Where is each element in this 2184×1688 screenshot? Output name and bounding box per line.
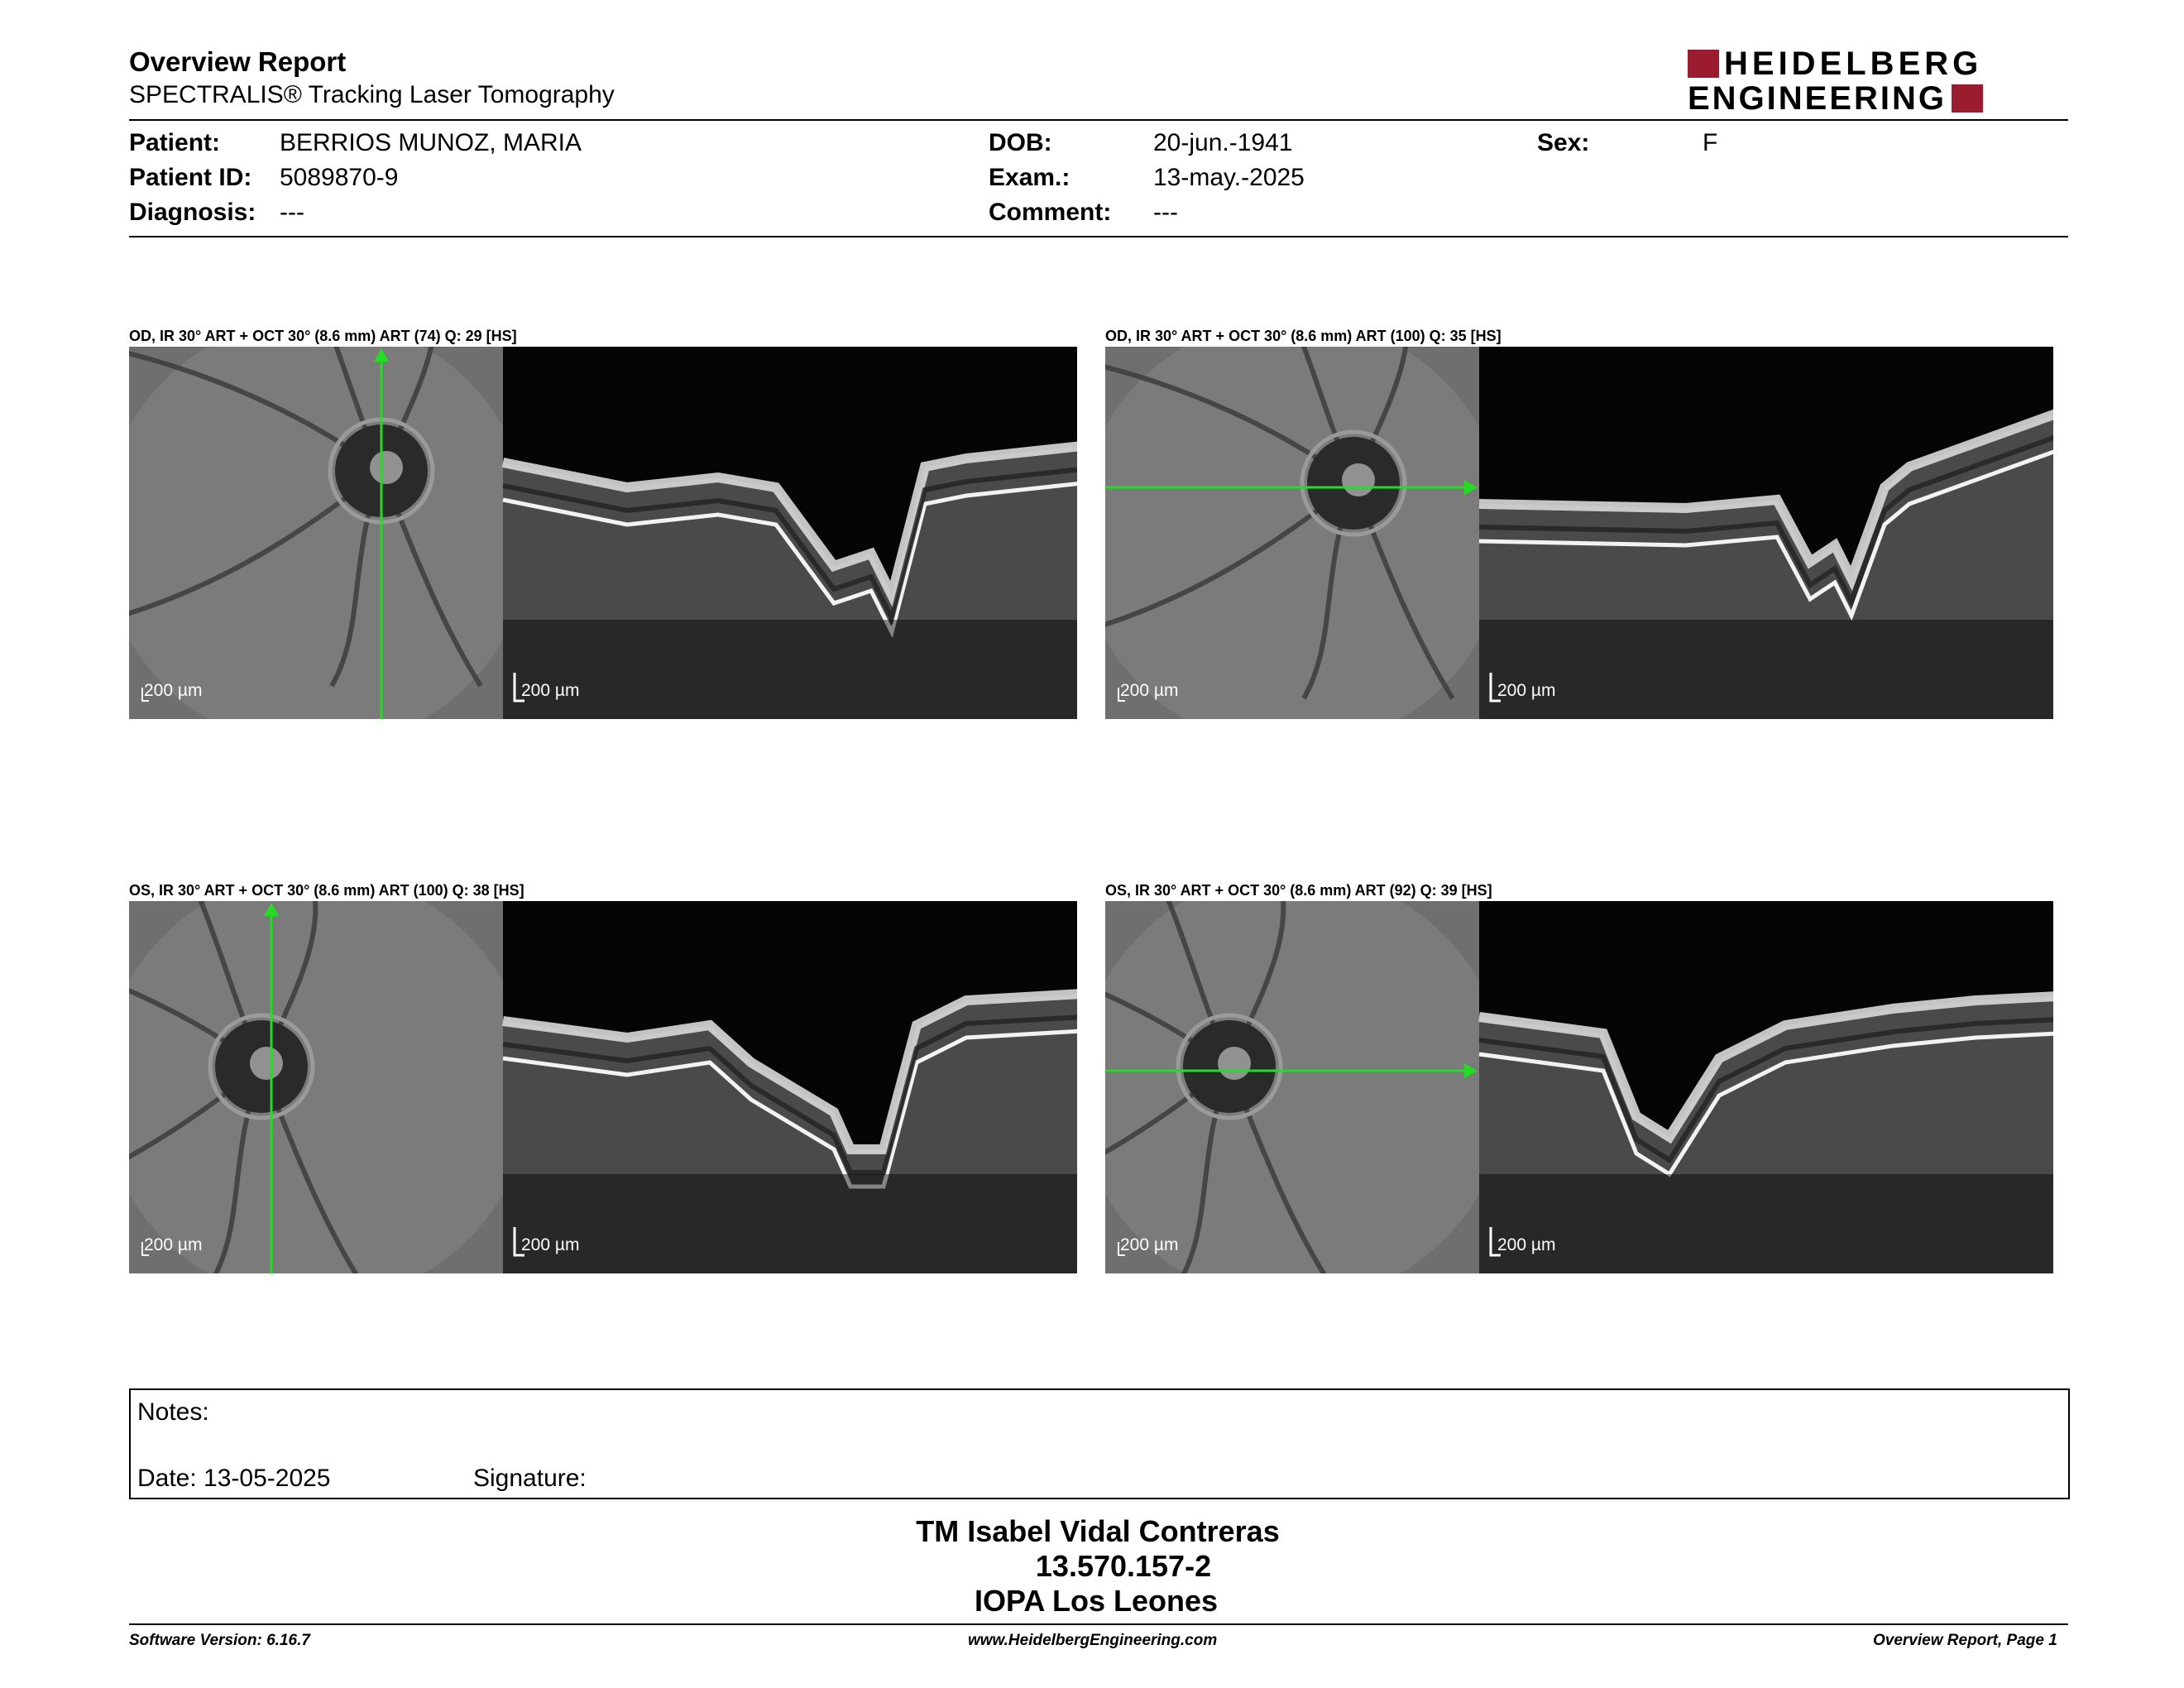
oct-scale-bar-3: 200 µm bbox=[521, 1235, 580, 1254]
fundus-glow bbox=[1105, 901, 1507, 1273]
notes-box bbox=[129, 1388, 2070, 1499]
fundus-glow bbox=[129, 347, 531, 719]
oct-choroid-shadow bbox=[503, 620, 1077, 719]
logo-square-icon bbox=[1688, 50, 1719, 78]
dob-label: DOB: bbox=[989, 129, 1052, 156]
notes-date: Date: 13-05-2025 bbox=[137, 1465, 331, 1492]
stamp-rut: 13.570.157-2 bbox=[1035, 1549, 1212, 1583]
stamp-institution: IOPA Los Leones bbox=[974, 1584, 1219, 1618]
page-number: Overview Report, Page 1 bbox=[1873, 1632, 2057, 1649]
exam-value: 13-may.-2025 bbox=[1153, 164, 1305, 191]
header-divider bbox=[129, 119, 2068, 121]
scan-image-1 bbox=[129, 347, 1077, 719]
patient-divider bbox=[129, 236, 2068, 237]
oct-scale-bar-1: 200 µm bbox=[521, 681, 580, 700]
report-title: Overview Report bbox=[129, 46, 347, 77]
comment-label: Comment: bbox=[989, 199, 1112, 226]
report-subtitle: SPECTRALIS® Tracking Laser Tomography bbox=[129, 81, 615, 108]
diagnosis-value: --- bbox=[280, 199, 304, 226]
scan-artwork bbox=[1105, 347, 2053, 719]
website-link[interactable]: www.HeidelbergEngineering.com bbox=[968, 1632, 1218, 1649]
ir-scale-bar-4: 200 µm bbox=[1120, 1235, 1179, 1254]
oct-choroid-shadow bbox=[1479, 1174, 2053, 1273]
heidelberg-logo bbox=[1688, 46, 2070, 116]
scan-panel-1 bbox=[129, 347, 1077, 719]
scan-caption-2: OD, IR 30° ART + OCT 30° (8.6 mm) ART (100) Q: 35 [HS] bbox=[1105, 328, 1502, 344]
oct-scale-bar-4: 200 µm bbox=[1497, 1235, 1556, 1254]
ir-scale-bar-1: 200 µm bbox=[144, 681, 203, 700]
scan-image-2 bbox=[1105, 347, 2053, 719]
oct-choroid-shadow bbox=[503, 1174, 1077, 1273]
scan-panel-4 bbox=[1105, 901, 2053, 1273]
ir-scale-bar-2: 200 µm bbox=[1120, 681, 1179, 700]
oct-choroid-shadow bbox=[1479, 620, 2053, 719]
patient-label: Patient: bbox=[129, 129, 221, 156]
fundus-glow bbox=[129, 901, 531, 1273]
dob-value: 20-jun.-1941 bbox=[1153, 129, 1293, 156]
logo-square-icon bbox=[1952, 84, 1983, 113]
scan-artwork bbox=[1105, 901, 2053, 1273]
disc-cup bbox=[250, 1047, 283, 1080]
scan-image-4 bbox=[1105, 901, 2053, 1273]
scan-artwork bbox=[129, 901, 1077, 1273]
disc-cup bbox=[1342, 463, 1375, 496]
disc-cup bbox=[1218, 1047, 1251, 1080]
diagnosis-label: Diagnosis: bbox=[129, 199, 256, 226]
notes-label: Notes: bbox=[137, 1398, 209, 1426]
exam-label: Exam.: bbox=[989, 164, 1070, 191]
ir-scale-bar-3: 200 µm bbox=[144, 1235, 203, 1254]
fundus-glow bbox=[1105, 347, 1507, 719]
sex-value: F bbox=[1703, 129, 1718, 156]
patient-id-label: Patient ID: bbox=[129, 164, 252, 191]
patient-id: 5089870-9 bbox=[280, 164, 399, 191]
comment-value: --- bbox=[1153, 199, 1178, 226]
scan-caption-4: OS, IR 30° ART + OCT 30° (8.6 mm) ART (92) Q: 39 [HS] bbox=[1105, 882, 1492, 899]
stamp-name: TM Isabel Vidal Contreras bbox=[916, 1514, 1280, 1548]
scan-panel-3 bbox=[129, 901, 1077, 1273]
patient-name: BERRIOS MUNOZ, MARIA bbox=[280, 129, 582, 156]
disc-cup bbox=[370, 451, 403, 484]
scan-caption-1: OD, IR 30° ART + OCT 30° (8.6 mm) ART (74) Q: 29 [HS] bbox=[129, 328, 517, 344]
scan-artwork bbox=[129, 347, 1077, 719]
software-version: Software Version: 6.16.7 bbox=[129, 1632, 310, 1649]
logo-line-2: ENGINEERING bbox=[1688, 80, 1947, 117]
signature-label: Signature: bbox=[473, 1465, 587, 1492]
footer-divider bbox=[129, 1623, 2068, 1625]
oct-scale-bar-2: 200 µm bbox=[1497, 681, 1556, 700]
scan-image-3 bbox=[129, 901, 1077, 1273]
logo-line-1: HEIDELBERG bbox=[1724, 46, 1983, 82]
sex-label: Sex: bbox=[1537, 129, 1590, 156]
scan-caption-3: OS, IR 30° ART + OCT 30° (8.6 mm) ART (100) Q: 38 [HS] bbox=[129, 882, 524, 899]
scan-panel-2 bbox=[1105, 347, 2053, 719]
